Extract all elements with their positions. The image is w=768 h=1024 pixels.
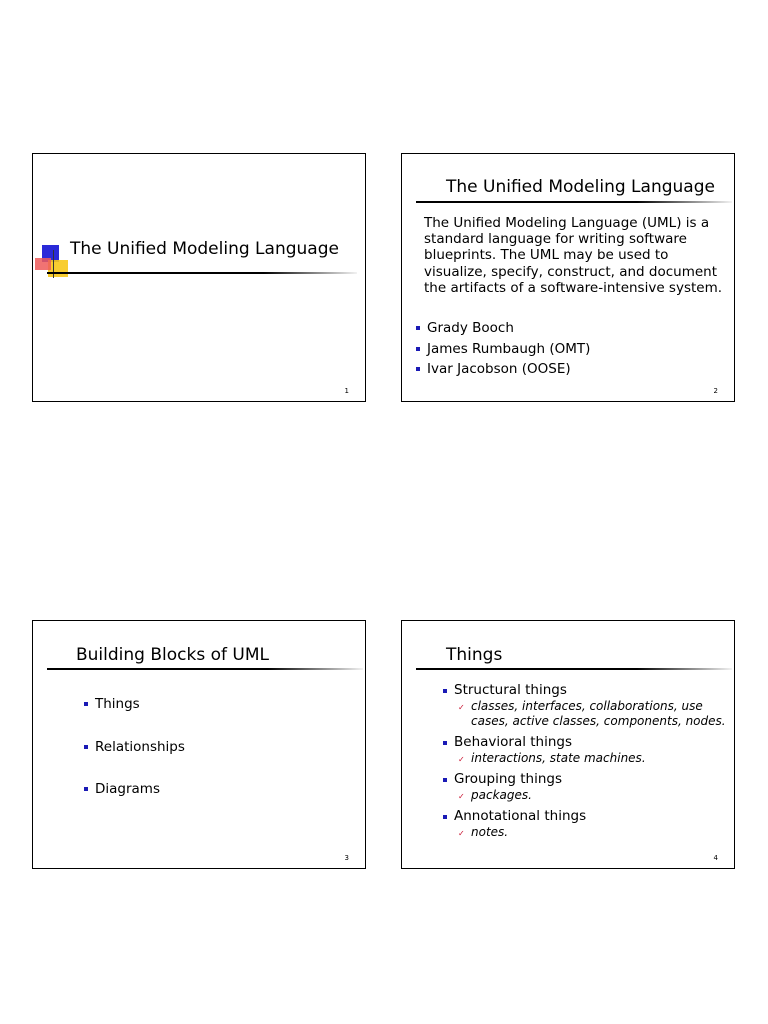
- blue-square-bullet-icon: [416, 367, 420, 371]
- slide-title: The Unified Modeling Language: [70, 239, 339, 259]
- checkmark-icon: ✓: [458, 703, 465, 712]
- list-item: Ivar Jacobson (OOSE): [416, 359, 590, 380]
- paragraph-line: the artifacts of a software-intensive system.: [424, 279, 723, 296]
- list-item: Grouping things: [443, 770, 726, 788]
- checkmark-icon: ✓: [458, 755, 465, 764]
- intro-paragraph: [424, 215, 722, 296]
- author-list: [416, 318, 590, 380]
- sub-item: ✓ classes, interfaces, collaborations, use: [458, 699, 703, 713]
- list-item: Diagrams: [84, 768, 185, 811]
- blue-square-bullet-icon: [84, 745, 88, 749]
- slide-3: [32, 620, 366, 869]
- sub-item: ✓ notes.: [458, 825, 509, 839]
- checkmark-icon: ✓: [458, 792, 465, 801]
- paragraph-line: standard language for writing software: [424, 231, 687, 248]
- list-item: Grady Booch: [416, 318, 590, 339]
- slide-4: [401, 620, 735, 869]
- title-underline: [416, 668, 732, 670]
- title-underline: [47, 668, 363, 670]
- title-underline: [416, 201, 732, 203]
- slide-1: [32, 153, 366, 402]
- blue-square-bullet-icon: [443, 778, 447, 782]
- list-item: James Rumbaugh (OMT): [416, 339, 590, 360]
- blue-square-bullet-icon: [84, 702, 88, 706]
- paragraph-line: The Unified Modeling Language (UML) is a: [424, 215, 710, 231]
- list-item: Annotational things: [443, 807, 726, 825]
- list-item: Things: [84, 683, 185, 726]
- sub-item-continued: cases, active classes, components, nodes.: [471, 714, 726, 728]
- blue-square-bullet-icon: [443, 689, 447, 693]
- slide-title: Things: [446, 645, 503, 665]
- sub-item: ✓ interactions, state machines.: [458, 751, 646, 765]
- blue-square-bullet-icon: [84, 787, 88, 791]
- page-number: 3: [344, 854, 349, 862]
- blue-square-bullet-icon: [416, 326, 420, 330]
- paragraph-line: blueprints. The UML may be used to: [424, 247, 669, 264]
- title-underline: [47, 272, 357, 274]
- slide-title: Building Blocks of UML: [76, 645, 269, 665]
- page-number: 1: [344, 387, 349, 395]
- sub-item: ✓ packages.: [458, 788, 532, 802]
- blue-square-bullet-icon: [443, 815, 447, 819]
- page-number: 4: [713, 854, 718, 862]
- list-item: Structural things: [443, 681, 726, 699]
- checkmark-icon: ✓: [458, 829, 465, 838]
- page-number: 2: [713, 387, 718, 395]
- slide-title: The Unified Modeling Language: [446, 177, 715, 197]
- list-item: Behavioral things: [443, 733, 726, 751]
- blue-square-bullet-icon: [416, 347, 420, 351]
- things-list: [443, 681, 726, 840]
- blocks-list: [84, 683, 185, 811]
- slide-2: [401, 153, 735, 402]
- paragraph-line: visualize, specify, construct, and document: [424, 263, 718, 280]
- list-item: Relationships: [84, 726, 185, 769]
- blue-square-bullet-icon: [443, 741, 447, 745]
